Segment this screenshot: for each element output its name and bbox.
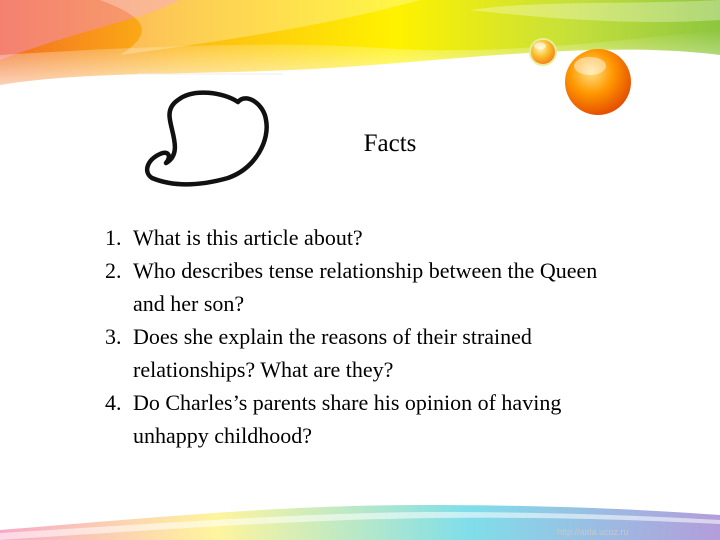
- orange-sphere-highlight: [574, 57, 606, 75]
- list-item-text: What is this article about?: [133, 225, 363, 250]
- list-item-text: Does she explain the reasons of their strained relationships? What are they?: [133, 324, 532, 382]
- watermark-url: http://aida.ucoz.ru: [557, 527, 629, 537]
- slide-title: Facts: [363, 130, 417, 157]
- hat-sketch-image: [138, 70, 283, 195]
- small-sphere-highlight: [534, 43, 546, 50]
- list-item-number: 1.: [105, 225, 122, 250]
- list-item-number: 3.: [105, 324, 122, 349]
- list-item-text: Who describes tense relationship between the Queen and her son?: [133, 258, 598, 316]
- list-item-number: 2.: [105, 258, 122, 283]
- list-item: [100, 254, 620, 320]
- list-item-text: Do Charles’s parents share his opinion of having unhappy childhood?: [133, 390, 562, 448]
- list-item: [100, 320, 620, 386]
- list-item: [100, 386, 620, 452]
- small-sphere: [530, 39, 556, 65]
- questions-list: [100, 221, 620, 452]
- list-item-number: 4.: [105, 390, 122, 415]
- list-item: [100, 221, 620, 254]
